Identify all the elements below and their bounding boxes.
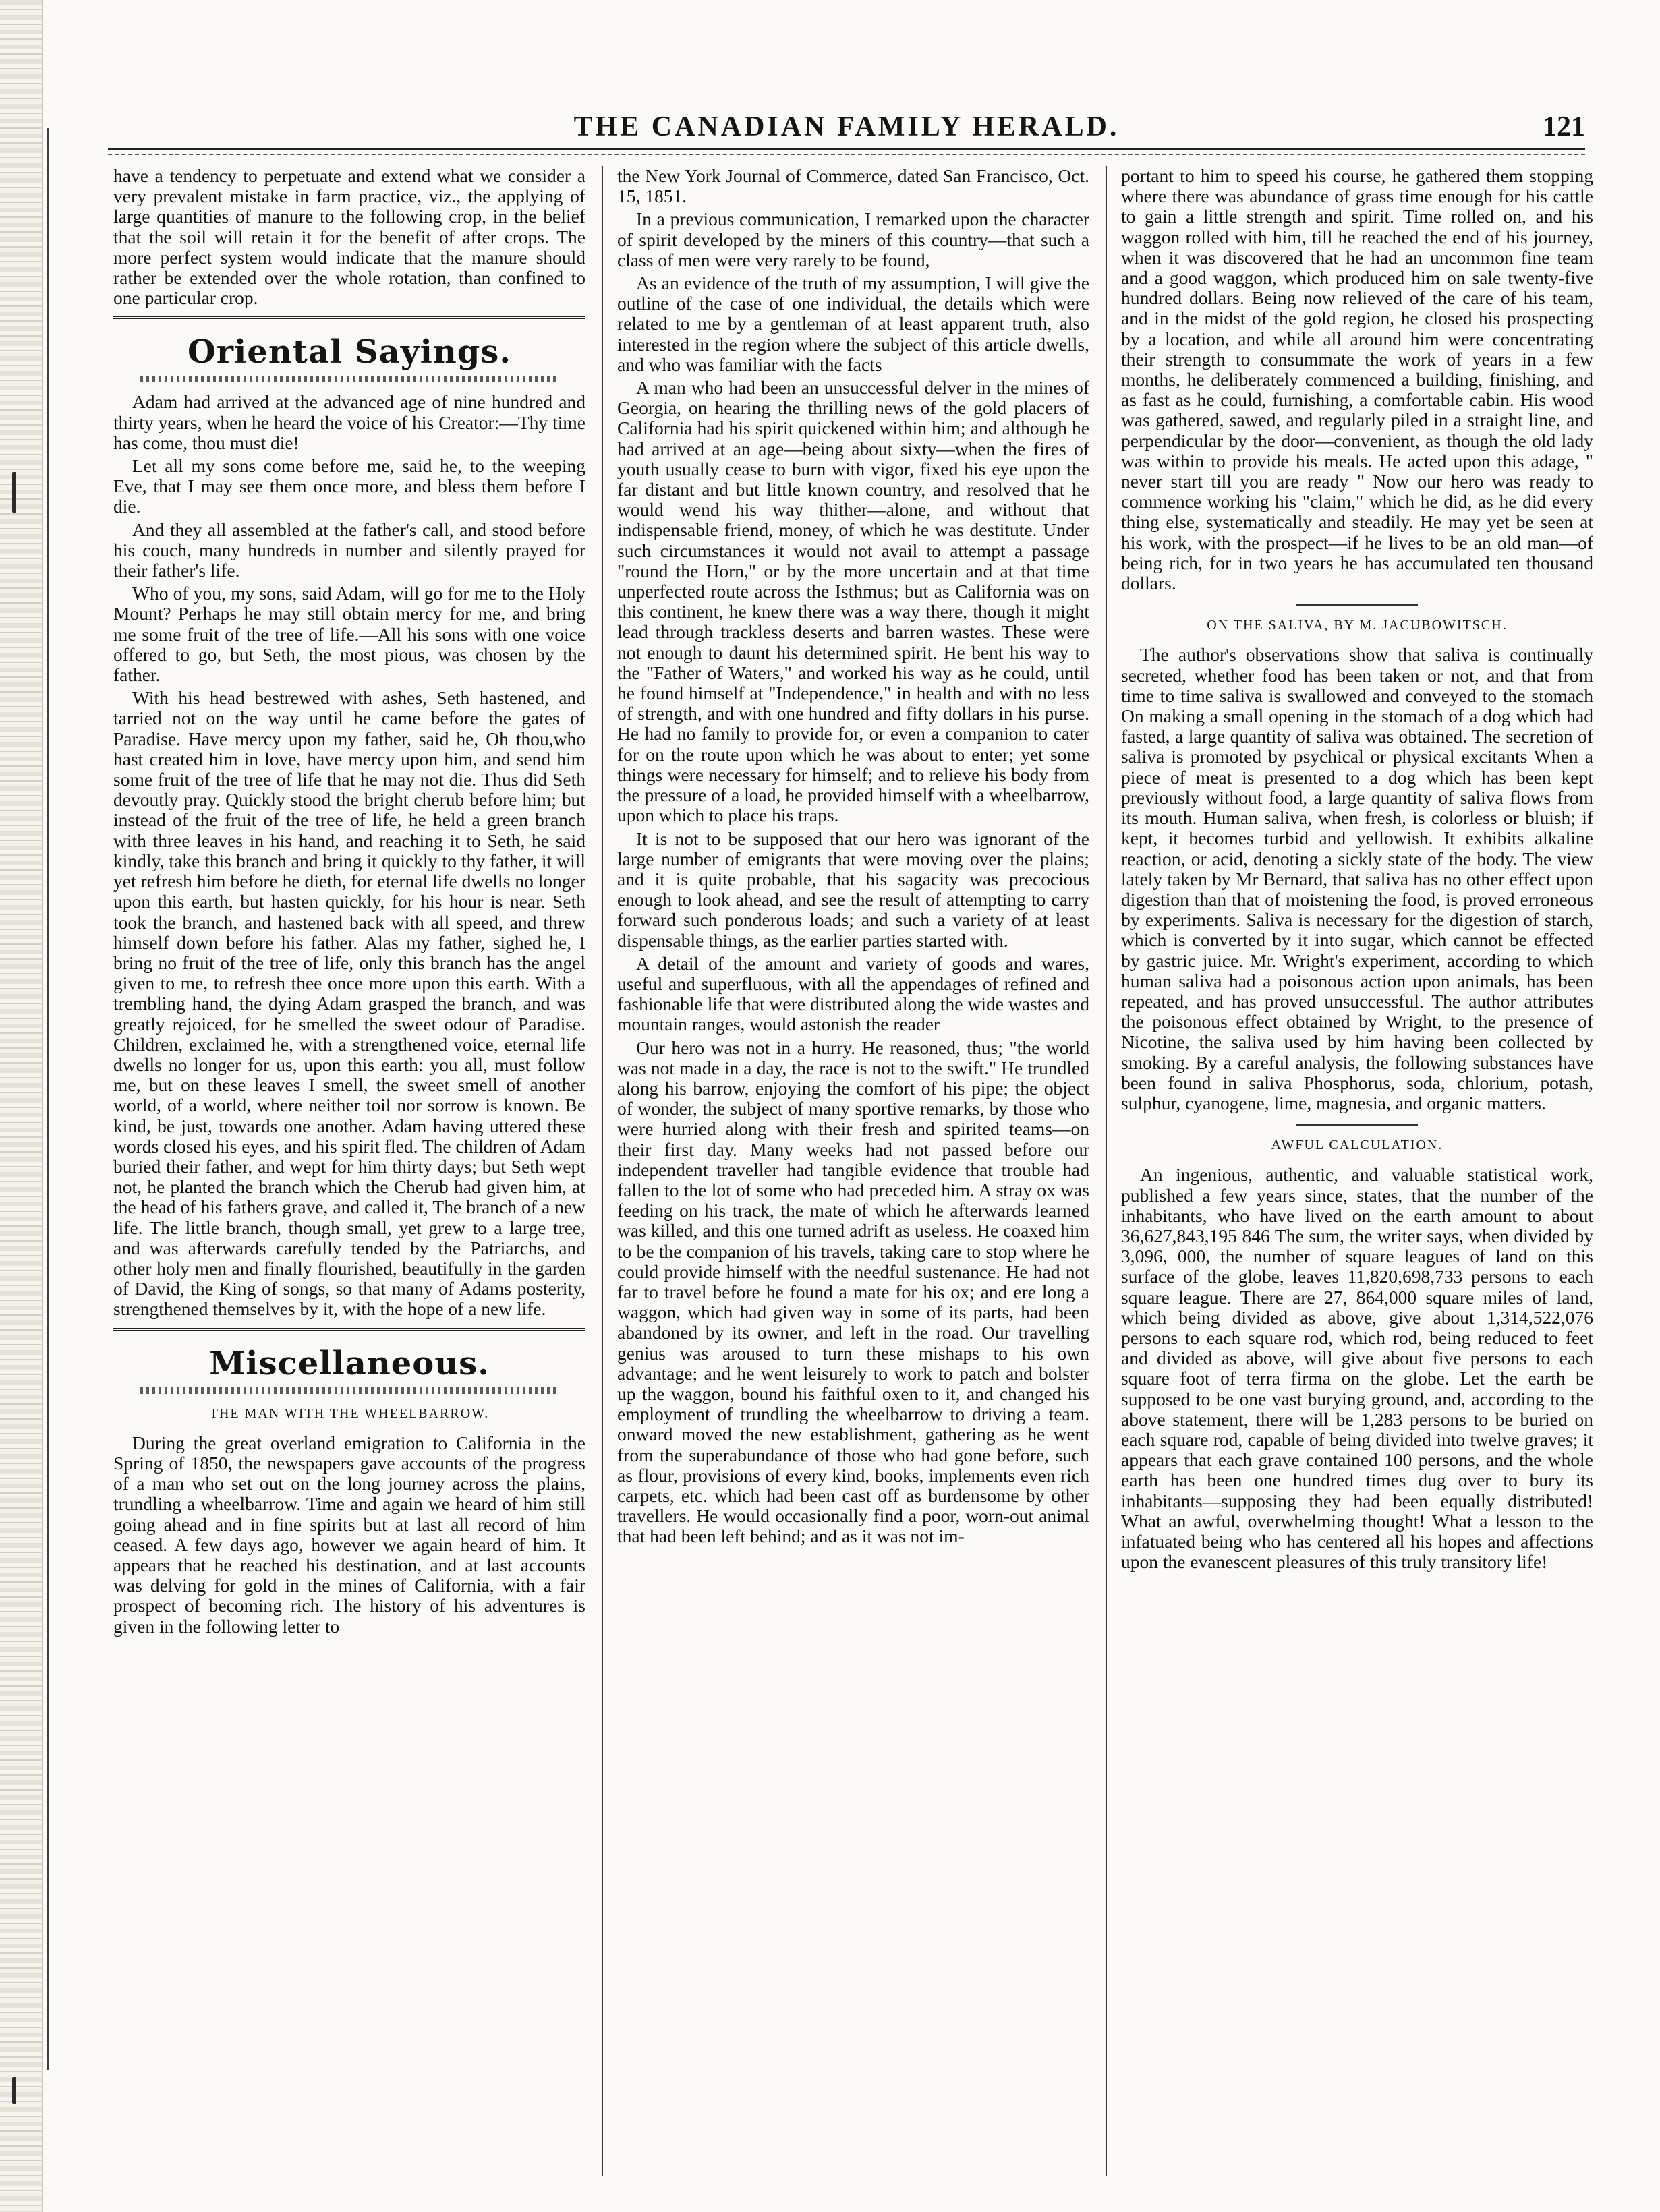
- page-number: 121: [1543, 111, 1585, 142]
- article-heading: AWFUL CALCULATION.: [1271, 1138, 1443, 1153]
- column-rule: [1106, 166, 1107, 2176]
- column-3: [1121, 166, 1593, 2176]
- header-rule: [108, 154, 1585, 155]
- paragraph: A detail of the amount and variety of goods and wares, useful and superfluous, with all the appendages of refined and fashionable life that were distributed along the wide wastes and mountain ranges, would astonish the reader: [617, 952, 1089, 1035]
- section-divider: [113, 316, 585, 319]
- ornamental-rule: [140, 376, 559, 382]
- article-divider: [1296, 604, 1418, 606]
- paragraph: Who of you, my sons, said Adam, will go for me to the Holy Mount? Perhaps he may still obtain mercy for me, and bring me some fruit of the tree of life.—All his sons with one voice offered to go, but Seth, the most pious, was chosen by the father.: [113, 583, 585, 686]
- paragraph: portant to him to speed his course, he gathered them stopping where there was abundance of grass time enough for his cattle to gain a little strength and spirit. Time rolled on, and his waggon rolled with him, till he reached the end of his journey, when it was discovered that he had an uncommon fine team and a good waggon, which produced him on sale twenty-five hundred dollars. Being now relieved of the care of his team, and in the midst of the gold region, he closed his prospecting by a location, and while all around him were concentrating their strength to consummate the work of years in a few months, he deliberately commenced a building, finishing, and as fast as he could, furnishing, a comfortable cabin. His wood was gathered, sawed, and regularly piled in a straight line, and perpendicular by the door—convenient, as though the old lady was within to provide his meals. He acted upon this adage, " never start till you are ready " Now our hero was ready to commence working his "claim," which he did, as he did every thing else, systematically and steadily. He may yet be seen at his work, with the prospect—if he lives to be an old man—of being rich, for in two years he has accumulated ten thousand dollars.: [1121, 166, 1593, 594]
- gutter-line: [47, 128, 49, 2070]
- article-divider: [1296, 1124, 1418, 1126]
- paragraph: During the great overland emigration to California in the Spring of 1850, the newspapers gave accounts of the progress of a man who set out on the long journey across the plains, trundling a wheelbarrow. Time and again we heard of him still going ahead and in fine spirits but at last all record of him ceased. A few days ago, however we again heard of him. It appears that he reached his destination, and at last accounts was delving for gold in the mines of California, with a fair prospect of becoming rich. The history of his adventures is given in the following letter to: [113, 1432, 585, 1637]
- paragraph: As an evidence of the truth of my assumption, I will give the outline of the case of one individual, the details which were related to me by a gentleman of at least apparent truth, also interested in the region where the subject of this article dwells, and who was familiar with the facts: [617, 272, 1089, 375]
- section-heading: Miscellaneous.: [209, 1344, 490, 1382]
- binding-mark: [12, 2077, 16, 2104]
- paragraph: It is not to be supposed that our hero was ignorant of the large number of emigrants that were moving over the plains; and it is quite probable, that his sagacity was precocious enough to look ahead, and see the result of attempting to carry forward such ponderous loads; and such a variety of at least dispensable things, as the earlier parties started with.: [617, 827, 1089, 951]
- paragraph: have a tendency to perpetuate and extend what we consider a very prevalent mistake in farm practice, viz., the applying of large quantities of manure to the following crop, in the belief that the soil will retain it for the benefit of after crops. The more perfect system would indicate that the manure should rather be extended over the whole rotation, than confined to one particular crop.: [113, 166, 585, 309]
- paragraph: And they all assembled at the father's call, and stood before his couch, many hundreds in number and silently prayed for their father's life.: [113, 519, 585, 581]
- masthead-title: THE CANADIAN FAMILY HERALD.: [573, 111, 1120, 142]
- paragraph: A man who had been an unsuccessful delver in the mines of Georgia, on hearing the thrilling news of the gold placers of California had his spirit quickened within him; and although he had arrived at an age—being about sixty—when the fires of youth usually cease to burn with vigor, fixed his eye upon the far distant and but little known country, and resolved that he would wend his way thither—alone, and without that indispensable friend, money, of which he was destitute. Under such circumstances it would not avail to attempt a passage "round the Horn," or by the more uncertain and at that time unperfected route across the Isthmus; but as California was on this continent, he knew there was a way there, though it might lead through trackless deserts and barren wastes. These were not enough to daunt his determined spirit. He bent his way to the "Father of Waters," and worked his way as he could, until he found himself at "Independence," in health and with no less of strength, and with one hundred and fifty dollars in his purse. He had no family to provide for, or even a companion to cater for on the route upon which he was about to enter; yet some things were necessary for himself; and to relieve his body from the pressure of a load, he provided himself with a wheelbarrow, upon which to place his traps.: [617, 377, 1089, 826]
- paragraph: Let all my sons come before me, said he, to the weeping Eve, that I may see them once more, and bless them before I die.: [113, 455, 585, 517]
- article-heading: ON THE SALIVA, BY M. JACUBOWITSCH.: [1207, 618, 1508, 633]
- section-heading: Oriental Sayings.: [187, 333, 512, 372]
- binding-mark: [12, 472, 16, 513]
- column-2: [617, 166, 1089, 2176]
- paragraph: the New York Journal of Commerce, dated San Francisco, Oct. 15, 1851.: [617, 166, 1089, 207]
- book-spine-margin: [0, 0, 43, 2212]
- paragraph: Adam had arrived at the advanced age of nine hundred and thirty years, when he heard the voice of his Creator:—Thy time has come, thou must die!: [113, 391, 585, 453]
- page-header: [108, 108, 1585, 150]
- paragraph: In a previous communication, I remarked upon the character of spirit developed by the miners of this country—that such a class of men were very rarely to be found,: [617, 208, 1089, 270]
- paragraph: The author's observations show that saliva is continually secreted, whether food has been taken or not, and that from time to time saliva is swallowed and conveyed to the stomach On making a small opening in the stomach of a dog which had fasted, a large quantity of saliva was obtained. The secretion of saliva is promoted by psychical or physical excitants When a piece of meat is presented to a dog which has been kept previously without food, a large quantity of saliva flows from its mouth. Human saliva, when fresh, is colorless or bluish; if kept, it becomes turbid and yellowish. It exhibits alkaline reaction, or acid, denoting a sickly state of the body. The view lately taken by Mr Bernard, that saliva has no other effect upon digestion than that of moistening the food, is proved erroneous by experiments. Saliva is necessary for the digestion of starch, which is converted by it into sugar, which cannot be effected by gastric juice. Mr. Wright's experiment, according to which human saliva had a poisonous action upon animals, has been repeated, and has proved unsuccessful. The author attributes the poisonous effect obtained by Wright, to the presence of Nicotine, the saliva used by him having been collected by smoking. By a careful analysis, the following substances have been found in saliva Phosphorus, soda, chlorium, potash, sulphur, cyanogene, lime, magnesia, and organic matters.: [1121, 644, 1593, 1113]
- paragraph: With his head bestrewed with ashes, Seth hastened, and tarried not on the way until he came before the gates of Paradise. Have mercy upon my father, said he, Oh thou,who hast created him in love, have mercy upon him, and send him some fruit of the tree of life that he may not die. Thus did Seth devoutly pray. Quickly stood the bright cherub before him; but instead of the fruit of the tree of life, he held a green branch with three leaves in his hand, and reaching it to Seth, he said kindly, take this branch and bring it quickly to thy father, it will yet refresh him before he dieth, for eternal life dwells no longer upon this earth, but hasten quickly, for his hour is near. Seth took the branch, and hastened back with all speed, and threw himself down before his father. Alas my father, sighed he, I bring no fruit of the tree of life, only this branch has the angel given to me, to refresh thee once more upon this earth. With a trembling hand, the dying Adam grasped the branch, and was greatly rejoiced, for he smelled the sweet odour of Paradise. Children, exclaimed he, with a strengthened voice, eternal life dwells no longer for us, upon this earth: you all, must follow me, but on these leaves I smell, the sweet smell of another world, of a world, where neither toil nor sorrow is known. Be kind, be just, towards one another. Adam having uttered these words closed his eyes, and his spirit fled. The children of Adam buried their father, and wept for him thirty days; but Seth wept not, he planted the branch which the Cherub had given him, at the head of his fathers grave, and called it, The branch of a new life. The little branch, though small, yet grew to a large tree, and was afterwards carefully tended by the Patriarchs, and other holy men and finally flourished, beautifully in the garden of David, the King of songs, so that many of Adams posterity, strengthened themselves by it, with the hope of a new life.: [113, 687, 585, 1320]
- ornamental-rule: [140, 1387, 559, 1394]
- paragraph: An ingenious, authentic, and valuable statistical work, published a few years since, states, that the number of the inhabitants, who have lived on the earth amount to about 36,627,843,195 846 The sum, the writer says, when divided by 3,096, 000, the number of square leagues of land on this surface of the globe, leaves 11,820,698,733 persons to each square league. There are 27, 864,000 square miles of land, which being divided as above, give about 1,314,522,076 persons to each square rod, which rod, being reduced to feet and divided as above, will give about five persons to each square foot of terra firma on the globe. Let the earth be supposed to be one vast burying ground, and, according to the above statement, there will be 1,283 persons to be buried on each square rod, capable of being divided into twelve graves; it appears that each grave contained 100 persons, and the whole earth has been one hundred times dug over to bury its inhabitants—supposing they had been equally distributed! What an awful, overwhelming thought! What a lesson to the infatuated being who has centered all his hopes and affections upon the evanescent pleasures of this truly transitory life!: [1121, 1164, 1593, 1573]
- article-heading: THE MAN WITH THE WHEELBARROW.: [209, 1405, 490, 1421]
- column-rule: [602, 166, 603, 2176]
- paragraph: Our hero was not in a hurry. He reasoned, thus; "the world was not made in a day, the race is not to the swift." He trundled along his barrow, enjoying the comfort of his pipe; the object of wonder, the subject of many sportive remarks, by those who were hurried along with their fresh and spirited teams—on their first day. Many weeks had not passed before our independent traveller had tangible evidence that trouble had fallen to the lot of some who had preceded him. A stray ox was feeding on his track, the mate of which he afterwards learned was killed, and this one turned adrift as useless. He coaxed him to be the companion of his travels, taking care to stop where he could provide himself with the needful sustenance. He had not far to travel before he found a mate for his ox; and ere long a waggon, which had given way in some of its parts, had been abandoned by its owner, and left in the road. Our travelling genius was aroused to turn these mishaps to his own advantage; and he went leisurely to work to patch and bolster up the waggon, bound his faithful oxen to it, and changed his employment of trundling the wheelbarrow to driving a team. onward moved the new establishment, gathering as he went from the superabundance of those who had gone before, such as flour, provisions of every kind, books, implements even rich carpets, etc. which had been cast off as burdensome by other travellers. He would occasionally find a poor, worn-out animal that had been left behind; and as it was not im-: [617, 1037, 1089, 1547]
- section-divider: [113, 1328, 585, 1331]
- column-1: [113, 166, 585, 2176]
